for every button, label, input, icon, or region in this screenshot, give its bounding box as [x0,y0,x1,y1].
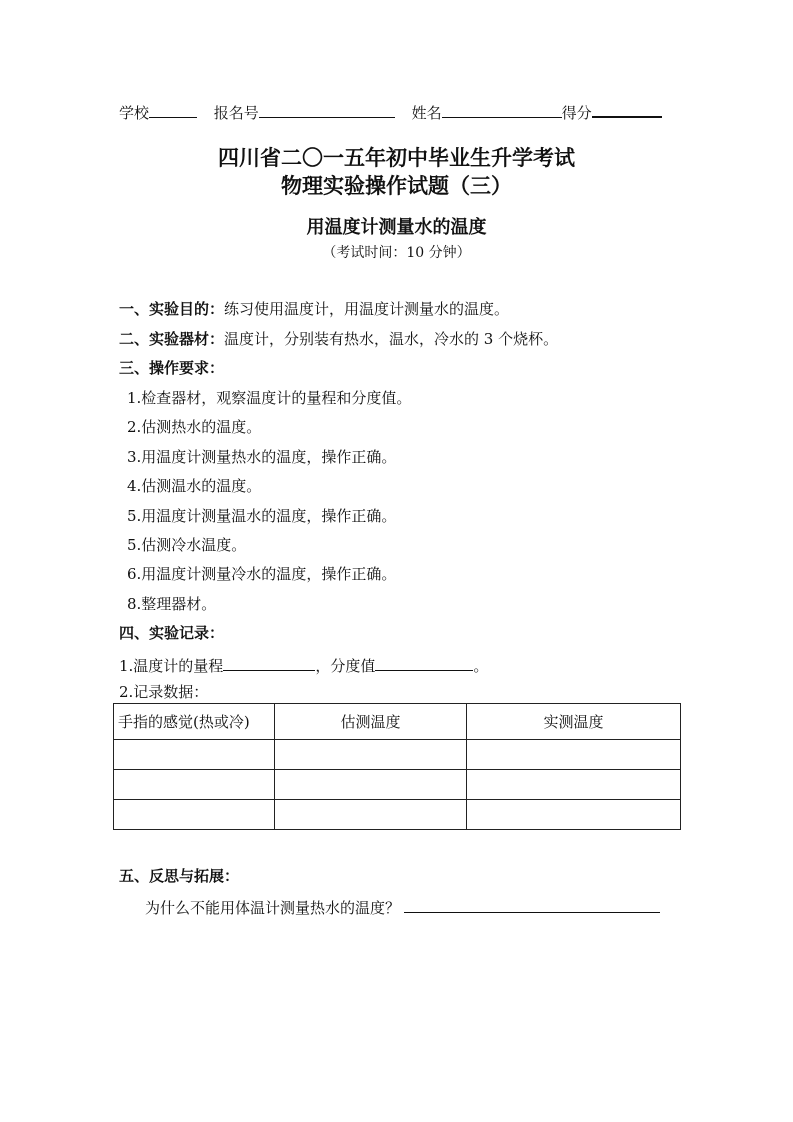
table-cell[interactable] [114,800,275,830]
range-field[interactable] [223,656,315,671]
step: 5.估测冷水温度。 [127,536,247,554]
table-row [114,800,681,830]
section-3-label: 三、操作要求： [119,359,225,377]
step: 4.估测温水的温度。 [127,477,262,495]
table-cell[interactable] [467,770,681,800]
section-1 [119,302,509,317]
division-label: ，分度值 [315,657,376,675]
table-cell[interactable] [467,740,681,770]
step: 3.用温度计测量热水的温度，操作正确。 [127,448,397,466]
header-estimated-temp: 估测温度 [275,704,467,740]
exam-no-field[interactable] [259,103,395,118]
answer-field[interactable] [404,898,660,913]
name-field[interactable] [442,103,562,118]
record-1 [119,656,488,674]
header-finger-feeling: 手指的感觉(热或冷) [114,704,275,740]
header-fields [119,102,662,121]
step: 8.整理器材。 [127,595,217,613]
division-field[interactable] [375,656,473,671]
section-4-label: 四、实验记录： [119,624,225,642]
section-2-label: 二、实验器材： [119,330,225,348]
table-cell[interactable] [467,800,681,830]
step: 5.用温度计测量温水的温度，操作正确。 [127,507,397,525]
table-cell[interactable] [275,770,467,800]
section-5-question [145,898,660,916]
data-table [113,703,681,830]
period: 。 [473,657,489,675]
header-measured-temp: 实测温度 [467,704,681,740]
section-1-label: 一、实验目的： [119,300,225,318]
step: 6.用温度计测量冷水的温度，操作正确。 [127,565,397,583]
exam-time: （考试时间：10 分钟） [322,245,471,261]
table-cell[interactable] [114,770,275,800]
step: 1.检查器材，观察温度计的量程和分度值。 [127,389,412,407]
step: 2.估测热水的温度。 [127,418,262,436]
subtitle: 用温度计测量水的温度 [306,217,487,238]
section-2-text: 温度计，分别装有热水，温水，冷水的 3 个烧杯。 [224,330,559,348]
name-label: 姓名 [411,104,442,122]
table-cell[interactable] [275,800,467,830]
question-text: 为什么不能用体温计测量热水的温度？ [145,899,401,917]
table-cell[interactable] [275,740,467,770]
table-row [114,770,681,800]
section-2 [119,332,558,347]
title-line1: 四川省二〇一五年初中毕业生升学考试 [218,146,575,170]
range-label: 1.温度计的量程 [119,657,224,675]
school-label: 学校 [119,104,150,122]
score-field[interactable] [592,102,662,118]
school-field[interactable] [149,103,197,118]
table-cell[interactable] [114,740,275,770]
exam-no-label: 报名号 [213,104,259,122]
table-header-row [114,704,681,740]
score-label: 得分 [561,104,592,122]
title-line2: 物理实验操作试题（三） [281,174,512,198]
table-row [114,740,681,770]
section-1-text: 练习使用温度计，用温度计测量水的温度。 [224,300,510,318]
section-5-label: 五、反思与拓展： [119,867,240,885]
record-2-label: 2.记录数据： [119,683,209,701]
